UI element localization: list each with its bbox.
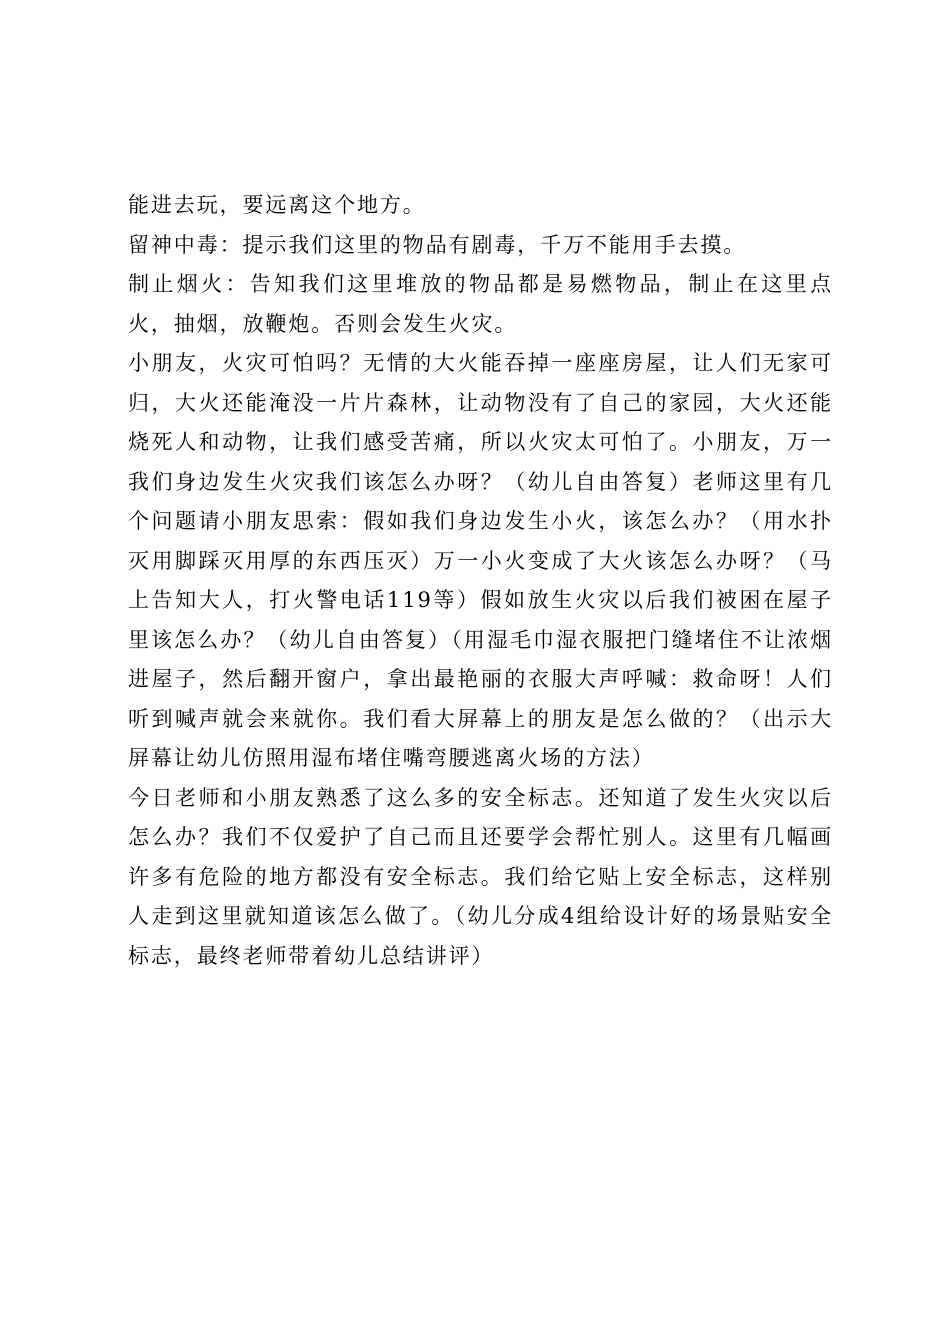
paragraph-summary: 今日老师和小朋友熟悉了这么多的安全标志。还知道了发生火灾以后怎么办？我们不仅爱护了自己而且还要学会帮忙别人。这里有几幅画许多有危险的地方都没有安全标志。我们给它贴上安全标志，这样别人走到这里就知道该怎么做了。（幼儿分成4组给设计好的场景贴安全标志，最终老师带着幼儿总结讲评） [128, 785, 833, 968]
document-body [128, 186, 833, 976]
paragraph-fire-safety: 小朋友，火灾可怕吗？无情的大火能吞掉一座座房屋，让人们无家可归，大火还能淹没一片片森林，让动物没有了自己的家园，大火还能烧死人和动物，让我们感受苦痛，所以火灾太可怕了。小朋友，万一我们身边发生火灾我们该怎么办呀？（幼儿自由答复）老师这里有几个问题请小朋友思索：假如我们身边发生小火，该怎么办？（用水扑灭用脚踩灭用厚的东西压灭）万一小火变成了大火该怎么办呀？（马上告知大人，打火警电话119等）假如放生火灾以后我们被困在屋子里该怎么办？（幼儿自由答复）（用湿毛巾湿衣服把门缝堵住不让浓烟进屋子，然后翻开窗户，拿出最艳丽的衣服大声呼喊：救命呀！人们听到喊声就会来就你。我们看大屏幕上的朋友是怎么做的？（出示大屏幕让幼儿仿照用湿布堵住嘴弯腰逃离火场的方法） [128, 351, 833, 770]
paragraph-no-fire: 制止烟火：告知我们这里堆放的物品都是易燃物品，制止在这里点火，抽烟，放鞭炮。否则会发生火灾。 [128, 272, 833, 336]
paragraph-continuation: 能进去玩，要远离这个地方。 [128, 193, 426, 217]
paragraph-poison-warning: 留神中毒：提示我们这里的物品有剧毒，千万不能用手去摸。 [128, 232, 747, 257]
